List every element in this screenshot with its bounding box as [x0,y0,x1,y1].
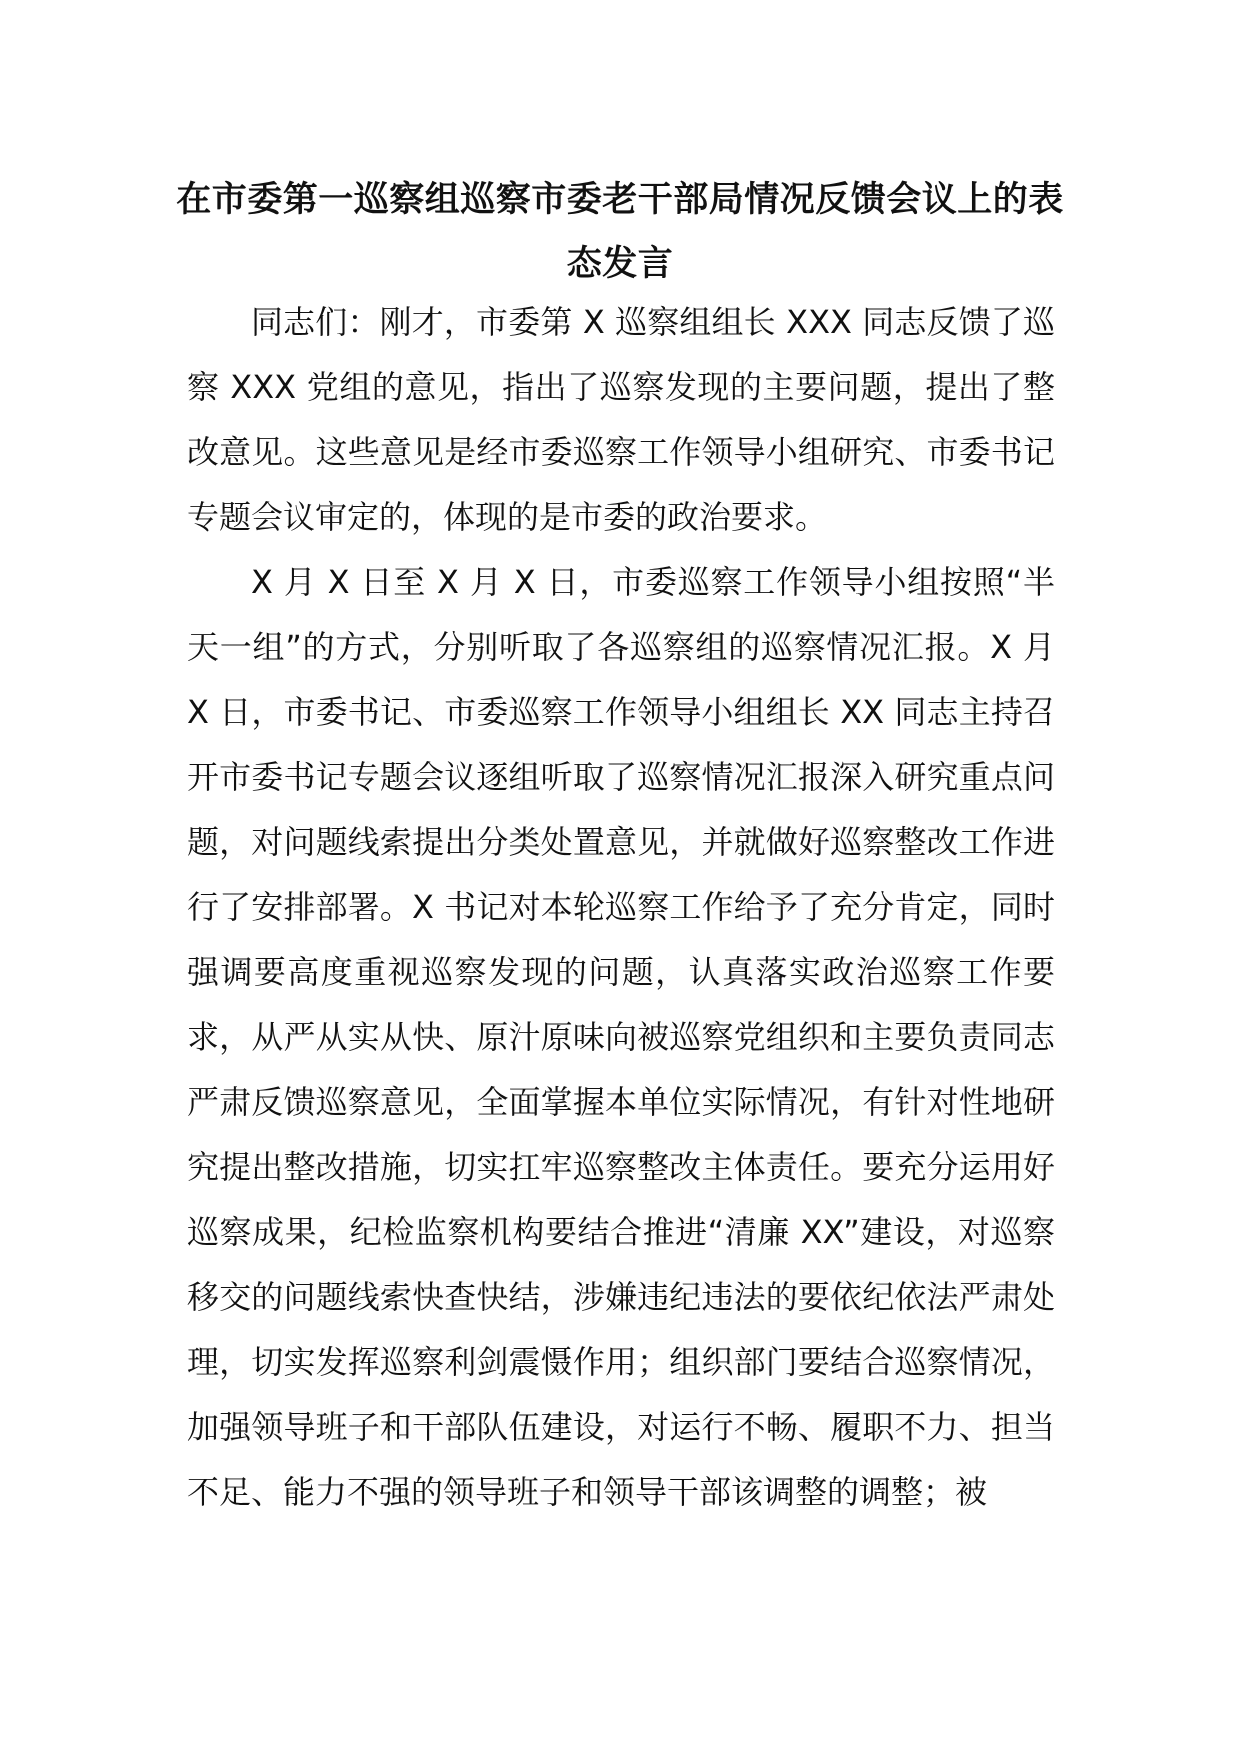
document-body [187,290,1055,1525]
paragraph-1: 同志们：刚才，市委第 X 巡察组组长 XXX 同志反馈了巡察 XXX 党组的意见，指出了巡察发现的主要问题，提出了整改意见。这些意见是经市委巡察工作领导小组研究、市委书记专题会议审定的，体现的是市委的政治要求。 [187,303,1055,536]
paragraph-2: X 月 X 日至 X 月 X 日，市委巡察工作领导小组按照“半天一组”的方式，分别听取了各巡察组的巡察情况汇报。X 月 X 日，市委书记、市委巡察工作领导小组组长 XX 同志主持召开市委书记专题会议逐组听取了巡察情况汇报深入研究重点问题，对问题线索提出分类处置意见，并就做好巡察整改工作进行了安排部署。X 书记对本轮巡察工作给予了充分肯定，同时强调要高度重视巡察发现的问题，认真落实政治巡察工作要求，从严从实从快、原汁原味向被巡察党组织和主要负责同志严肃反馈巡察意见，全面掌握本单位实际情况，有针对性地研究提出整改措施，切实扛牢巡察整改主体责任。要充分运用好巡察成果，纪检监察机构要结合推进“清廉 XX”建设，对巡察移交的问题线索快查快结，涉嫌违纪违法的要依纪依法严肃处理，切实发挥巡察利剑震慑作用；组织部门要结合巡察情况，加强领导班子和干部队伍建设，对运行不畅、履职不力、担当不足、能力不强的领导班子和领导干部该调整的调整；被 [187,563,1055,1511]
document-title: 在市委第一巡察组巡察市委老干部局情况反馈会议上的表态发言 [176,180,1064,284]
